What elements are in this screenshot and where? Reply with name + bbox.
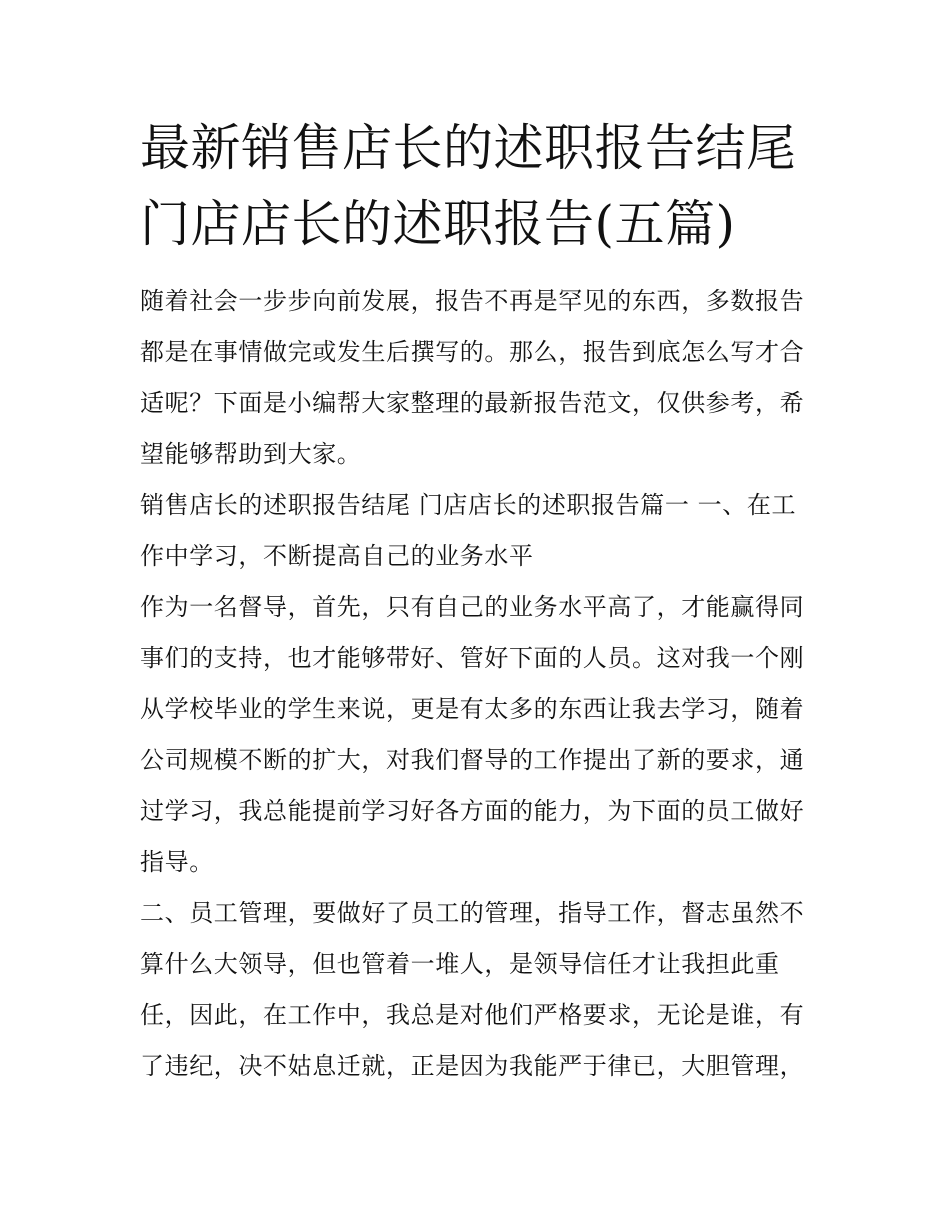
paragraph-section-heading: 销售店长的述职报告结尾 门店店长的述职报告篇一 一、在工作中学习，不断提高自己的业务水平 <box>140 491 797 570</box>
paragraph-supervisor: 作为一名督导，首先，只有自己的业务水平高了，才能赢得同事们的支持，也才能够带好、管好下面的人员。这对我一个刚从学校毕业的学生来说，更是有太多的东西让我去学习，随着公司规模不断的扩大，对我们督导的工作提出了新的要求，通过学习，我总能提前学习好各方面的能力，为下面的员工做好指导。 <box>140 593 805 876</box>
paragraph-intro: 随着社会一步步向前发展，报告不再是罕见的东西，多数报告都是在事情做完或发生后撰写的。那么，报告到底怎么写才合适呢？下面是小编帮大家整理的最新报告范文，仅供参考，希望能够帮助到大家。 <box>140 287 805 468</box>
document-title: 最新销售店长的述职报告结尾 门店店长的述职报告(五篇) <box>140 119 797 253</box>
document-page <box>140 110 812 1092</box>
paragraph-staff-management: 二、员工管理，要做好了员工的管理，指导工作，督志虽然不算什么大领导，但也管着一堆人，是领导信任才让我担此重任，因此，在工作中，我总是对他们严格要求，无论是谁，有了违纪，决不姑息迁就，正是因为我能严于律已，大胆管理， <box>140 899 805 1080</box>
